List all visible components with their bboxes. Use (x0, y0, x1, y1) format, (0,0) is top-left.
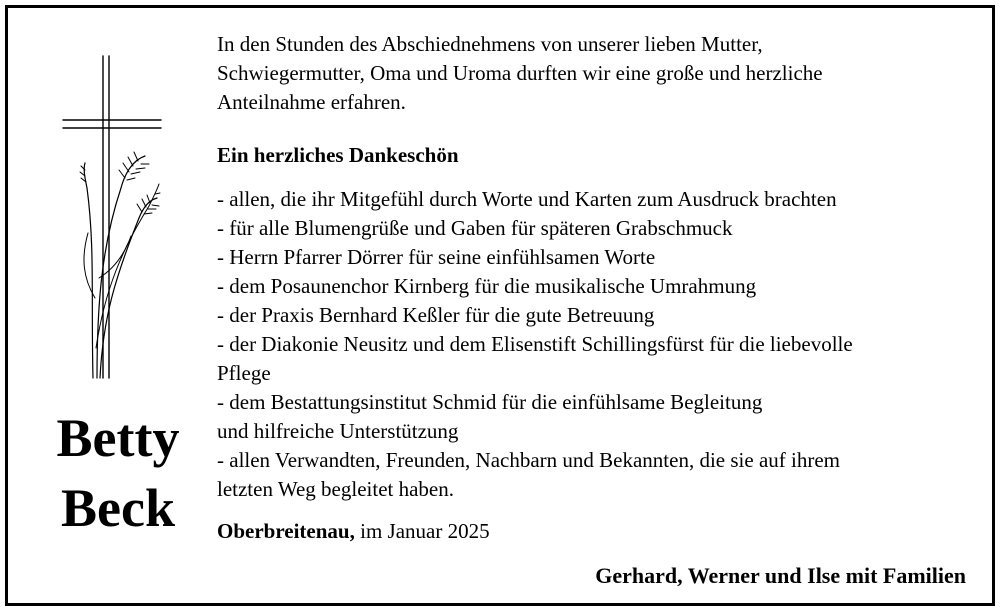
list-item-line: - Herrn Pfarrer Dörrer für seine einfühlsamen Worte (217, 245, 656, 269)
list-item-line: - für alle Blumengrüße und Gaben für späteren Grabschmuck (217, 216, 733, 240)
family-signature: Gerhard, Werner und Ilse mit Familien (595, 563, 966, 588)
list-item (217, 388, 997, 446)
list-item-line: - dem Bestattungsinstitut Schmid für die einfühlsame Begleitung (217, 390, 763, 414)
deceased-last-name: Beck (61, 478, 175, 538)
list-item (217, 446, 997, 504)
list-item-line: - allen Verwandten, Freunden, Nachbarn und Bekannten, die sie auf ihrem (217, 448, 840, 472)
obituary-card (5, 5, 995, 606)
list-item (217, 185, 997, 214)
thanks-list (217, 185, 997, 504)
list-item-line: - allen, die ihr Mitgefühl durch Worte und Karten zum Ausdruck brachten (217, 187, 837, 211)
thanks-heading: Ein herzliches Dankeschön (217, 143, 459, 167)
place-date (217, 517, 997, 546)
list-item-line: letzten Weg begleitet haben. (217, 477, 454, 501)
deceased-first-name: Betty (56, 408, 180, 468)
place-name: Oberbreitenau, (217, 519, 355, 543)
list-item (217, 301, 997, 330)
cross-with-wheat-icon (53, 48, 163, 383)
intro-line: In den Stunden des Abschiednehmens von unserer lieben Mutter, (217, 32, 763, 56)
list-item (217, 330, 997, 388)
intro-line: Schwiegermutter, Oma und Uroma durften wir eine große und herzliche (217, 61, 823, 85)
list-item-line: - der Diakonie Neusitz und dem Elisenstift Schillingsfürst für die liebevolle (217, 332, 853, 356)
intro-line: Anteilnahme erfahren. (217, 90, 406, 114)
list-item (217, 214, 997, 243)
list-item (217, 243, 997, 272)
list-item-line: - dem Posaunenchor Kirnberg für die musikalische Umrahmung (217, 274, 757, 298)
list-item-line: - der Praxis Bernhard Keßler für die gute Betreuung (217, 303, 655, 327)
list-item (217, 272, 997, 301)
list-item-line: Pflege (217, 361, 271, 385)
intro-paragraph (217, 30, 997, 117)
date-text: im Januar 2025 (360, 519, 490, 543)
list-item-line: und hilfreiche Unterstützung (217, 419, 459, 443)
